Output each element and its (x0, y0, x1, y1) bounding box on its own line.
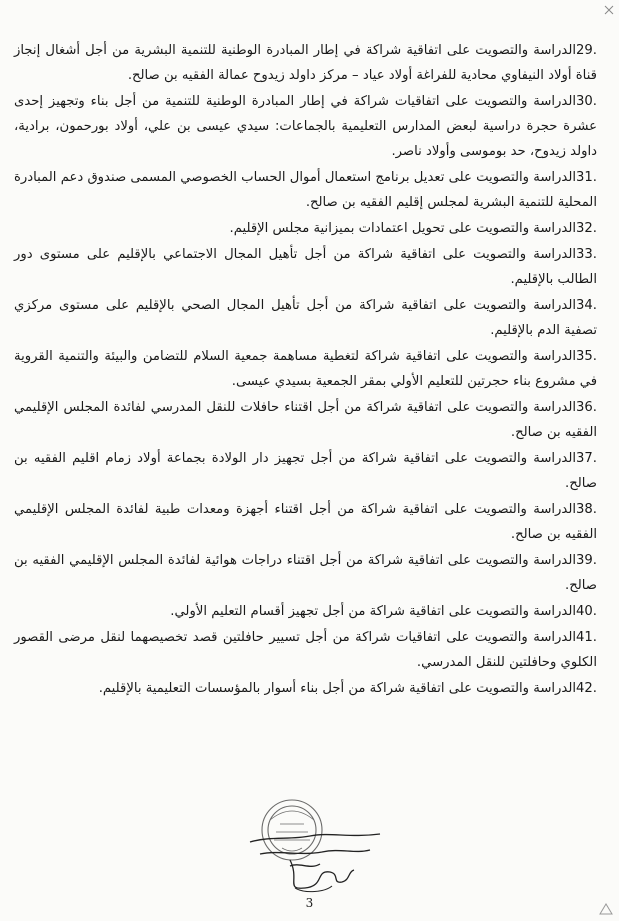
agenda-list (14, 38, 597, 702)
item-text: الدراسة والتصويت على اتفاقية شراكة من أجل اقتناء حافلات للنقل المدرسي لفائدة المجلس الإقليمي الفقيه بن صالح. (14, 400, 597, 440)
item-number: 33. (576, 247, 597, 262)
item-text: الدراسة والتصويت على اتفاقية شراكة في إطار المبادرة الوطنية للتنمية البشرية من أجل أشغال إنجاز قناة أولاد النيفاوي محادية للفراغة أولاد عياد – مركز داولد زيدوح عمالة الفقيه بن صالح. (14, 43, 597, 83)
stamp-and-signature (230, 790, 400, 895)
item-number: 29. (576, 43, 597, 58)
item-number: 35. (576, 349, 597, 364)
item-number: 38. (576, 502, 597, 517)
agenda-item-36 (14, 395, 597, 445)
agenda-item-33 (14, 242, 597, 292)
agenda-item-35 (14, 344, 597, 394)
agenda-item-42 (14, 676, 597, 701)
item-number: 39. (576, 553, 597, 568)
corner-mark-icon (599, 903, 613, 915)
item-number: 31. (576, 170, 597, 185)
agenda-item-38 (14, 497, 597, 547)
corner-mark-icon (603, 4, 615, 16)
item-number: 36. (576, 400, 597, 415)
item-number: 40. (576, 604, 597, 619)
item-text: الدراسة والتصويت على اتفاقية شراكة من أجل بناء أسوار بالمؤسسات التعليمية بالإقليم. (98, 681, 577, 696)
agenda-item-41 (14, 625, 597, 675)
item-number: 42. (576, 681, 597, 696)
agenda-item-32 (14, 216, 597, 241)
agenda-item-31 (14, 165, 597, 215)
item-text: الدراسة والتصويت على اتفاقية شراكة من أجل اقتناء أجهزة ومعدات طبية لفائدة المجلس الإقليمي الفقيه بن صالح. (14, 502, 597, 542)
item-number: 32. (576, 221, 597, 236)
item-text: الدراسة والتصويت على تحويل اعتمادات بميزانية مجلس الإقليم. (229, 221, 577, 236)
item-text: الدراسة والتصويت على اتفاقية شراكة من أجل تأهيل المجال الاجتماعي بالإقليم على مستوى دور الطالب بالإقليم. (14, 247, 597, 287)
item-text: الدراسة والتصويت على اتفاقية شراكة من أجل تجهيز أقسام التعليم الأولي. (170, 604, 577, 619)
item-number: 34. (576, 298, 597, 313)
item-text: الدراسة والتصويت على اتفاقيات شراكة من أجل تسيير حافلتين قصد تخصيصهما لنقل مرضى القصور الكلوي وحافلتين للنقل المدرسي. (14, 630, 597, 670)
agenda-item-29 (14, 38, 597, 88)
signature-icon (270, 850, 360, 895)
agenda-item-39 (14, 548, 597, 598)
agenda-item-37 (14, 446, 597, 496)
agenda-item-30 (14, 89, 597, 164)
item-number: 41. (576, 630, 597, 645)
page-number: 3 (305, 896, 314, 910)
item-number: 30. (576, 94, 597, 109)
agenda-item-34 (14, 293, 597, 343)
item-text: الدراسة والتصويت على اتفاقيات شراكة في إطار المبادرة الوطنية للتنمية من أجل بناء وتجهيز إحدى عشرة حجرة دراسية لبعض المدارس التعليمية بالجماعات: سيدي عيسى بن علي، أولاد بورحمون، برادية، داولد زيدوح، حد بوموسى وأولاد ناصر. (14, 94, 597, 159)
item-text: الدراسة والتصويت على اتفاقية شراكة من أجل تأهيل المجال الصحي بالإقليم على مستوى مركزي تصفية الدم بالإقليم. (14, 298, 597, 338)
item-text: الدراسة والتصويت على اتفاقية شراكة من أجل اقتناء دراجات هوائية لفائدة المجلس الإقليمي الفقيه بن صالح. (14, 553, 597, 593)
agenda-item-40 (14, 599, 597, 624)
item-text: الدراسة والتصويت على اتفاقية شراكة من أجل تجهيز دار الولادة بجماعة أولاد زمام اقليم الفقيه بن صالح. (14, 451, 597, 491)
item-text: الدراسة والتصويت على تعديل برنامج استعمال أموال الحساب الخصوصي المسمى صندوق دعم المبادرة المحلية للتنمية البشرية لمجلس إقليم الفقيه بن صالح. (14, 170, 597, 210)
item-text: الدراسة والتصويت على اتفاقية شراكة لتغطية مساهمة جمعية السلام للتضامن والبيئة والتنمية القروية في مشروع بناء حجرتين للتعليم الأولي بمقر الجمعية بسيدي عيسى. (14, 349, 597, 389)
item-number: 37. (576, 451, 597, 466)
